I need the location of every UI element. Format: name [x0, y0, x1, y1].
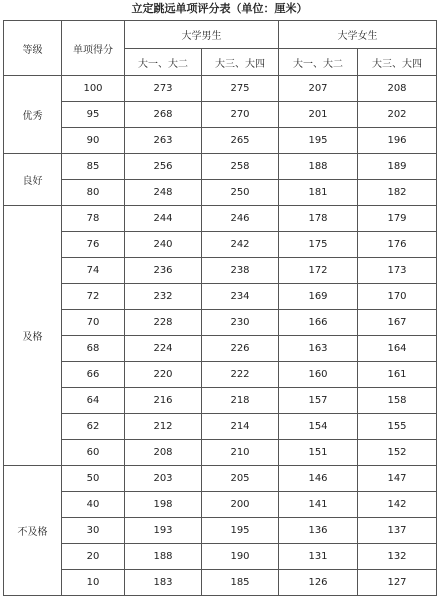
male-year-3-4-cell: 246 — [202, 206, 279, 232]
score-cell: 66 — [62, 362, 125, 388]
female-year-3-4-cell: 173 — [358, 258, 437, 284]
score-cell: 72 — [62, 284, 125, 310]
header-grade: 等级 — [4, 21, 62, 76]
female-year-1-2-cell: 169 — [279, 284, 358, 310]
male-year-3-4-cell: 265 — [202, 128, 279, 154]
score-cell: 90 — [62, 128, 125, 154]
header-male: 大学男生 — [125, 21, 279, 49]
female-year-3-4-cell: 176 — [358, 232, 437, 258]
male-year-3-4-cell: 230 — [202, 310, 279, 336]
male-year-1-2-cell: 216 — [125, 388, 202, 414]
score-cell: 62 — [62, 414, 125, 440]
female-year-1-2-cell: 172 — [279, 258, 358, 284]
female-year-1-2-cell: 157 — [279, 388, 358, 414]
female-year-1-2-cell: 181 — [279, 180, 358, 206]
female-year-1-2-cell: 141 — [279, 492, 358, 518]
female-year-3-4-cell: 196 — [358, 128, 437, 154]
standing-long-jump-score-table — [3, 20, 437, 596]
male-year-3-4-cell: 210 — [202, 440, 279, 466]
table-row — [4, 492, 437, 518]
table-row — [4, 128, 437, 154]
male-year-1-2-cell: 193 — [125, 518, 202, 544]
header-female: 大学女生 — [279, 21, 437, 49]
header-male-year-1-2: 大一、大二 — [125, 49, 202, 76]
male-year-1-2-cell: 183 — [125, 570, 202, 596]
score-cell: 60 — [62, 440, 125, 466]
male-year-1-2-cell: 240 — [125, 232, 202, 258]
score-cell: 40 — [62, 492, 125, 518]
header-score: 单项得分 — [62, 21, 125, 76]
male-year-1-2-cell: 212 — [125, 414, 202, 440]
female-year-3-4-cell: 164 — [358, 336, 437, 362]
male-year-3-4-cell: 195 — [202, 518, 279, 544]
female-year-1-2-cell: 195 — [279, 128, 358, 154]
male-year-3-4-cell: 238 — [202, 258, 279, 284]
male-year-1-2-cell: 198 — [125, 492, 202, 518]
female-year-3-4-cell: 170 — [358, 284, 437, 310]
male-year-1-2-cell: 273 — [125, 76, 202, 102]
table-body — [4, 76, 437, 596]
male-year-1-2-cell: 203 — [125, 466, 202, 492]
header-row-top — [4, 21, 437, 49]
male-year-3-4-cell: 234 — [202, 284, 279, 310]
male-year-3-4-cell: 258 — [202, 154, 279, 180]
female-year-1-2-cell: 178 — [279, 206, 358, 232]
male-year-1-2-cell: 188 — [125, 544, 202, 570]
table-row — [4, 518, 437, 544]
male-year-3-4-cell: 275 — [202, 76, 279, 102]
table-title: 立定跳远单项评分表（单位：厘米） — [131, 2, 308, 15]
female-year-3-4-cell: 161 — [358, 362, 437, 388]
female-year-3-4-cell: 208 — [358, 76, 437, 102]
male-year-3-4-cell: 222 — [202, 362, 279, 388]
table-row — [4, 76, 437, 102]
score-cell: 10 — [62, 570, 125, 596]
table-row — [4, 310, 437, 336]
score-cell: 95 — [62, 102, 125, 128]
table-row — [4, 466, 437, 492]
female-year-1-2-cell: 146 — [279, 466, 358, 492]
male-year-1-2-cell: 236 — [125, 258, 202, 284]
female-year-1-2-cell: 166 — [279, 310, 358, 336]
table-row — [4, 232, 437, 258]
male-year-1-2-cell: 224 — [125, 336, 202, 362]
female-year-1-2-cell: 207 — [279, 76, 358, 102]
female-year-1-2-cell: 151 — [279, 440, 358, 466]
score-cell: 68 — [62, 336, 125, 362]
score-cell: 74 — [62, 258, 125, 284]
table-row — [4, 258, 437, 284]
female-year-1-2-cell: 175 — [279, 232, 358, 258]
table-row — [4, 336, 437, 362]
male-year-1-2-cell: 208 — [125, 440, 202, 466]
table-row — [4, 544, 437, 570]
female-year-3-4-cell: 137 — [358, 518, 437, 544]
female-year-1-2-cell: 154 — [279, 414, 358, 440]
male-year-3-4-cell: 218 — [202, 388, 279, 414]
female-year-3-4-cell: 132 — [358, 544, 437, 570]
table-row — [4, 102, 437, 128]
header-female-year-3-4: 大三、大四 — [358, 49, 437, 76]
score-cell: 80 — [62, 180, 125, 206]
male-year-3-4-cell: 205 — [202, 466, 279, 492]
table-row — [4, 388, 437, 414]
score-cell: 50 — [62, 466, 125, 492]
table-row — [4, 362, 437, 388]
male-year-1-2-cell: 248 — [125, 180, 202, 206]
female-year-1-2-cell: 160 — [279, 362, 358, 388]
female-year-1-2-cell: 163 — [279, 336, 358, 362]
female-year-3-4-cell: 179 — [358, 206, 437, 232]
score-cell: 64 — [62, 388, 125, 414]
female-year-3-4-cell: 152 — [358, 440, 437, 466]
score-cell: 30 — [62, 518, 125, 544]
table-row — [4, 154, 437, 180]
table-row — [4, 440, 437, 466]
score-cell: 100 — [62, 76, 125, 102]
grade-cell: 良好 — [4, 154, 62, 206]
female-year-1-2-cell: 201 — [279, 102, 358, 128]
male-year-1-2-cell: 268 — [125, 102, 202, 128]
score-cell: 20 — [62, 544, 125, 570]
male-year-3-4-cell: 190 — [202, 544, 279, 570]
score-cell: 76 — [62, 232, 125, 258]
table-row — [4, 180, 437, 206]
male-year-1-2-cell: 263 — [125, 128, 202, 154]
female-year-3-4-cell: 142 — [358, 492, 437, 518]
female-year-1-2-cell: 131 — [279, 544, 358, 570]
grade-cell: 不及格 — [4, 466, 62, 596]
male-year-3-4-cell: 270 — [202, 102, 279, 128]
score-cell: 70 — [62, 310, 125, 336]
male-year-3-4-cell: 226 — [202, 336, 279, 362]
female-year-3-4-cell: 189 — [358, 154, 437, 180]
score-cell: 78 — [62, 206, 125, 232]
table-row — [4, 414, 437, 440]
female-year-3-4-cell: 158 — [358, 388, 437, 414]
male-year-3-4-cell: 242 — [202, 232, 279, 258]
header-female-year-1-2: 大一、大二 — [279, 49, 358, 76]
grade-cell: 及格 — [4, 206, 62, 466]
table-row — [4, 206, 437, 232]
male-year-1-2-cell: 228 — [125, 310, 202, 336]
female-year-3-4-cell: 182 — [358, 180, 437, 206]
score-cell: 85 — [62, 154, 125, 180]
table-row — [4, 284, 437, 310]
male-year-3-4-cell: 250 — [202, 180, 279, 206]
male-year-3-4-cell: 200 — [202, 492, 279, 518]
male-year-1-2-cell: 244 — [125, 206, 202, 232]
female-year-1-2-cell: 136 — [279, 518, 358, 544]
female-year-3-4-cell: 202 — [358, 102, 437, 128]
female-year-1-2-cell: 188 — [279, 154, 358, 180]
male-year-1-2-cell: 232 — [125, 284, 202, 310]
female-year-3-4-cell: 155 — [358, 414, 437, 440]
female-year-1-2-cell: 126 — [279, 570, 358, 596]
female-year-3-4-cell: 127 — [358, 570, 437, 596]
male-year-1-2-cell: 220 — [125, 362, 202, 388]
male-year-1-2-cell: 256 — [125, 154, 202, 180]
table-row — [4, 570, 437, 596]
header-male-year-3-4: 大三、大四 — [202, 49, 279, 76]
male-year-3-4-cell: 185 — [202, 570, 279, 596]
grade-cell: 优秀 — [4, 76, 62, 154]
female-year-3-4-cell: 147 — [358, 466, 437, 492]
male-year-3-4-cell: 214 — [202, 414, 279, 440]
female-year-3-4-cell: 167 — [358, 310, 437, 336]
